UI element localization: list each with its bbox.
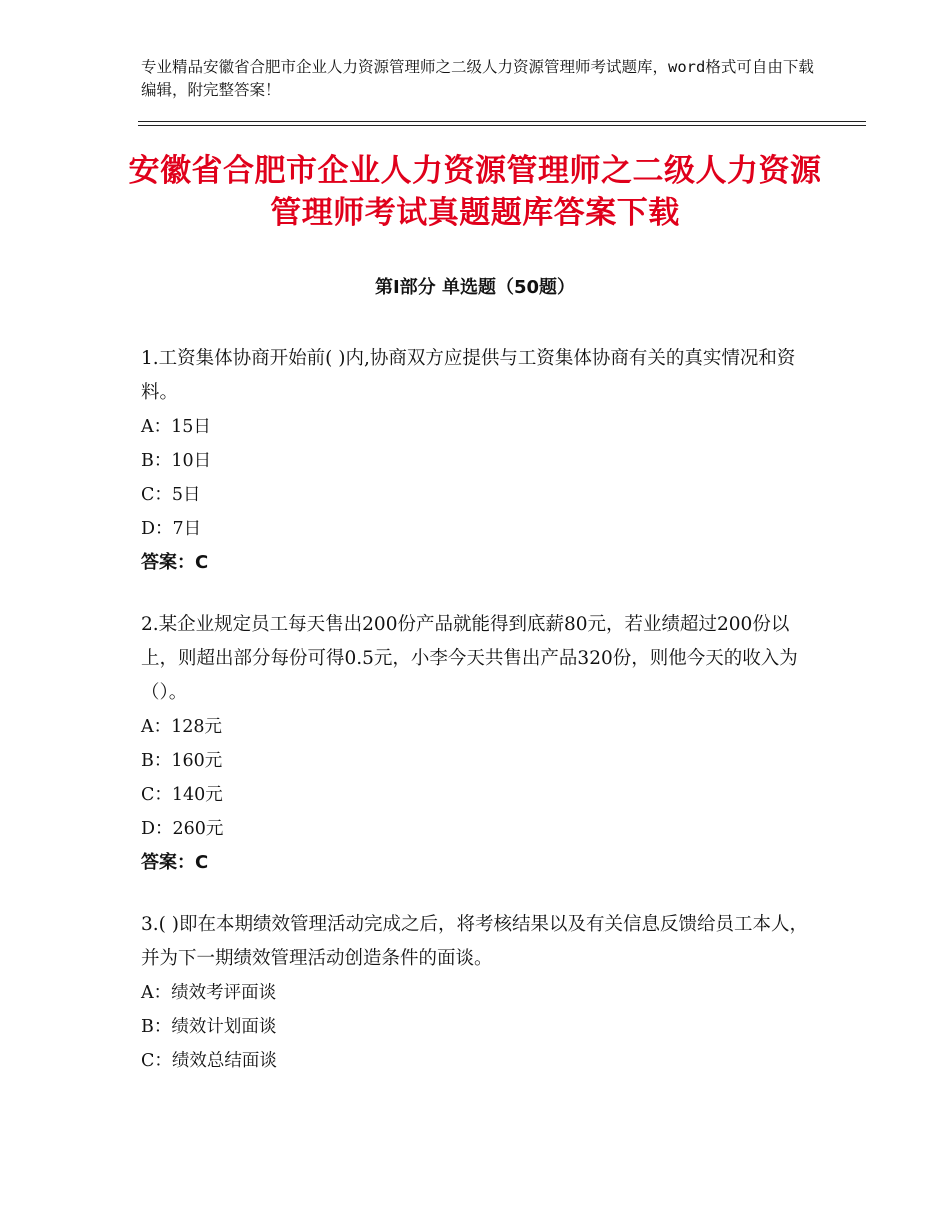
question-stem: 2.某企业规定员工每天售出200份产品就能得到底薪80元，若业绩超过200份以上，则超出部分每份可得0.5元，小李今天共售出产品320份，则他今天的收入为（）。: [141, 614, 798, 703]
header-divider-top: [138, 121, 866, 122]
question-list: [141, 342, 811, 1106]
answer-label: 答案：C: [141, 852, 209, 873]
header-divider-bottom: [138, 125, 866, 126]
option-d: D：7日: [141, 519, 202, 539]
option-c: C：5日: [141, 485, 201, 505]
option-d: D：260元: [141, 819, 224, 839]
header-note: 专业精品安徽省合肥市企业人力资源管理师之二级人力资源管理师考试题库，word格式可自由下载编辑，附完整答案！: [141, 58, 814, 99]
option-b: B：绩效计划面谈: [141, 1017, 277, 1037]
option-a: A：绩效考评面谈: [141, 983, 277, 1003]
question-stem: 3.( )即在本期绩效管理活动完成之后，将考核结果以及有关信息反馈给员工本人，并为下一期绩效管理活动创造条件的面谈。: [141, 914, 808, 969]
document-title: 安徽省合肥市企业人力资源管理师之二级人力资源管理师考试真题题库答案下载: [128, 153, 822, 231]
option-b: B：160元: [141, 751, 223, 771]
option-a: A：15日: [141, 417, 211, 437]
option-c: C：140元: [141, 785, 223, 805]
question-stem: 1.工资集体协商开始前( )内,协商双方应提供与工资集体协商有关的真实情况和资料。: [141, 348, 796, 403]
option-b: B：10日: [141, 451, 212, 471]
answer-label: 答案：C: [141, 552, 209, 573]
option-c: C：绩效总结面谈: [141, 1051, 277, 1071]
option-a: A：128元: [141, 717, 223, 737]
question-3: [141, 908, 811, 1078]
question-1: [141, 342, 811, 580]
section-title: 第Ⅰ部分 单选题（50题）: [374, 277, 575, 298]
question-2: [141, 608, 811, 880]
